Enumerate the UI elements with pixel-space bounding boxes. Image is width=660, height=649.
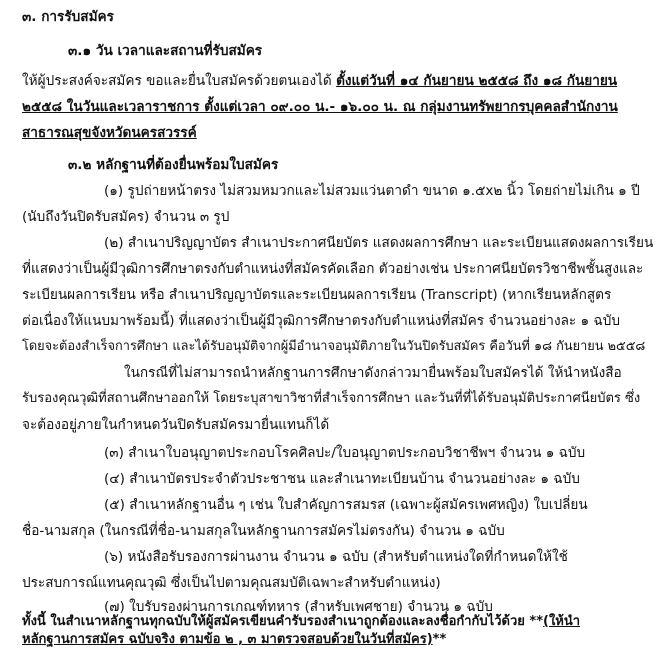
- requirement-2-note-line-2: รับรองคุณวุฒิที่สถานศึกษาออกให้ โดยระบุสาขาวิชาที่สำเร็จการศึกษา และวันที่ที่ได้รับอนุมัติประกาศนียบัตร ซึ่ง: [22, 391, 641, 406]
- requirement-3: (๓) สำเนาใบอนุญาตประกอบโรคศิลปะ/ใบอนุญาตประกอบวิชาชีพฯ จำนวน ๑ ฉบับ: [104, 445, 586, 461]
- application-office: สาธารณสุขจังหวัดนครสวรรค์: [22, 125, 197, 141]
- requirement-1-line-2: (นับถึงวันปิดรับสมัคร) จำนวน ๓ รูป: [22, 209, 230, 225]
- requirement-4: (๔) สำเนาบัตรประจำตัวประชาชน และสำเนาทะเบียนบ้าน จำนวนอย่างละ ๑ ฉบับ: [104, 471, 580, 487]
- requirement-2-line-1: (๒) สำเนาปริญญาบัตร สำเนาประกาศนียบัตร แสดงผลการศึกษา และระเบียนแสดงผลการเรียน: [104, 235, 654, 251]
- footer-note-text: ทั้งนี้ ในสำเนาหลักฐานทุกฉบับให้ผู้สมัครเขียนคำรับรองสำเนาถูกต้องและลงชื่อกำกับไว้ด้วย **: [22, 614, 544, 629]
- requirement-2-note-line-3: จะต้องอยู่ภายในกำหนดวันปิดรับสมัครมายื่นแทนก็ได้: [22, 417, 330, 433]
- requirement-6-line-2: ประสบการณ์แทนคุณวุฒิ ซึ่งเป็นไปตามคุณสมบัติเฉพาะสำหรับตำแหน่ง): [22, 575, 441, 591]
- requirement-6-line-1: (๖) หนังสือรับรองการผ่านงาน จำนวน ๑ ฉบับ (สำหรับตำแหน่งใดที่กำหนดให้ใช้: [104, 549, 568, 565]
- requirement-7: (๗) ใบรับรองผ่านการเกณฑ์ทหาร (สำหรับเพศชาย) จำนวน ๑ ฉบับ: [104, 599, 493, 615]
- requirement-2-line-3: ระเบียนผลการเรียน หรือ สำเนาปริญญาบัตรและระเบียนผลการเรียน (Transcript) (หากเรียนหลักสูตร: [22, 287, 612, 303]
- subsection-2-title: ๓.๒ หลักฐานที่ต้องยื่นพร้อมใบสมัคร: [68, 157, 279, 173]
- section-heading: ๓. การรับสมัคร: [22, 9, 114, 25]
- requirement-5-line-1: (๕) สำเนาหลักฐานอื่น ๆ เช่น ใบสำคัญการสมรส (เฉพาะผู้สมัครเพศหญิง) ใบเปลี่ยน: [104, 497, 588, 513]
- application-period-intro: ให้ผู้ประสงค์จะสมัคร ขอและยื่นใบสมัครด้วยตนเองได้: [22, 73, 337, 89]
- requirement-2-line-4: ต่อเนื่องให้แนบมาพร้อมนี้) ที่แสดงว่าเป็นผู้มีวุฒิการศึกษาตรงกับตำแหน่งที่สมัคร จำนวนอย่างละ ๑ ฉบับ: [22, 313, 620, 329]
- requirement-2-note-line-1: ในกรณีที่ไม่สามารถนำหลักฐานการศึกษาดังกล่าวมายื่นพร้อมใบสมัครได้ ให้นำหนังสือ: [124, 365, 622, 381]
- footer-note-emphasis: (ให้นำ: [543, 614, 581, 629]
- footer-note-line-1: [0, 612, 660, 632]
- requirement-2-line-5: โดยจะต้องสำเร็จการศึกษา และได้รับอนุมัติจากผู้มีอำนาจอนุมัติภายในวันปิดรับสมัคร คือวันที่ ๑๘ กันยายน ๒๕๕๘: [22, 339, 646, 354]
- requirement-5-line-2: ชื่อ-นามสกุล (ในกรณีที่ชื่อ-นามสกุลในหลักฐานการสมัครไม่ตรงกัน) จำนวน ๑ ฉบับ: [22, 523, 505, 539]
- requirement-2-line-2: ที่แสดงว่าเป็นผู้มีวุฒิการศึกษาตรงกับตำแหน่งที่สมัครคัดเลือก ตัวอย่างเช่น ประกาศนียบัตรวิชาชีพชั้นสูงและ: [22, 261, 644, 277]
- application-dates: ตั้งแต่วันที่ ๑๔ กันยายน ๒๕๕๘ ถึง ๑๘ กันยายน: [336, 73, 618, 89]
- subsection-1-title: ๓.๑ วัน เวลาและสถานที่รับสมัคร: [68, 43, 263, 59]
- application-time-place: ๒๕๕๘ ในวันและเวลาราชการ ตั้งแต่เวลา ๐๙.๐๐ น.- ๑๖.๐๐ น. ณ กลุ่มงานทรัพยากรบุคคลสำนักงาน: [22, 99, 618, 115]
- footer-note-end: **: [432, 632, 447, 647]
- footer-note-emphasis-2: หลักฐานการสมัคร ฉบับจริง ตามข้อ ๒ , ๓ มาตรวจสอบด้วยในวันที่สมัคร): [22, 632, 433, 647]
- application-period-line-1: [0, 68, 660, 94]
- requirement-1-line-1: (๑) รูปถ่ายหน้าตรง ไม่สวมหมวกและไม่สวมแว่นตาดำ ขนาด ๑.๕x๒ นิ้ว โดยถ่ายไม่เกิน ๑ ปี: [104, 183, 640, 199]
- footer-note-line-2: [0, 630, 660, 649]
